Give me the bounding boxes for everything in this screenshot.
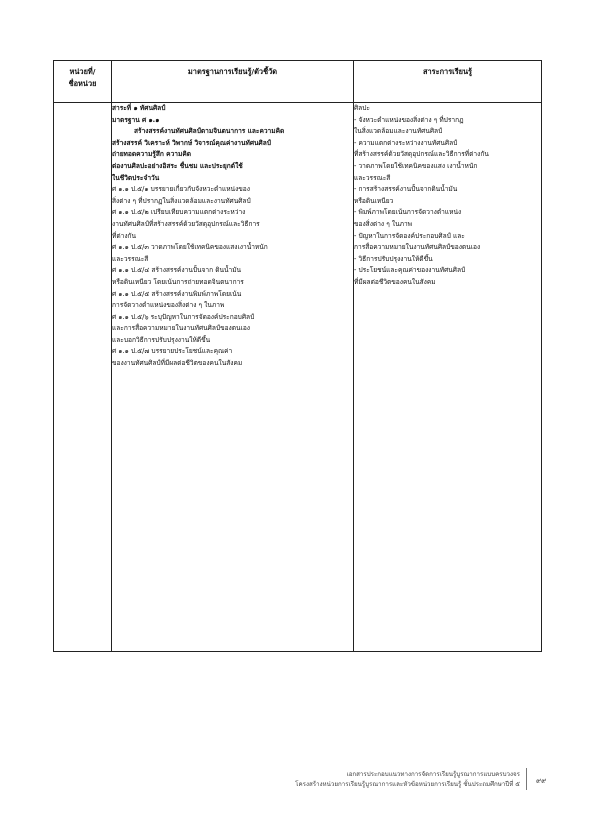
standards-line: ศ ๑.๑ ป.๕/๓ วาดภาพโดยใช้เทคนิคของแสงเงาน้ำหนัก	[112, 243, 268, 252]
content-line: ของสิ่งต่าง ๆ ในภาพ	[354, 219, 412, 228]
content-line: - ปัญหาในการจัดองค์ประกอบศิลป์ และ	[354, 231, 465, 240]
content-line: และวรรณะสี	[354, 173, 391, 182]
content-line: - พิมพ์ภาพโดยเน้นการจัดวางตำแหน่ง	[354, 208, 462, 217]
standards-line: ศ ๑.๑ ป.๕/๔ สร้างสรรค์งานปั้นจาก ดินน้ำมัน	[112, 266, 242, 275]
footer-line1: เอกสารประกอบแนวทางการจัดการเรียนรู้บูรณาการแบบครบวงจร	[346, 771, 520, 778]
standards-line: การจัดวางตำแหน่งของสิ่งต่าง ๆ ในภาพ	[112, 301, 225, 310]
standards-line: สิ่งต่าง ๆ ที่ปรากฏในสิ่งแวดล้อมและงานทัศนศิลป์	[112, 196, 251, 205]
header-unit	[54, 61, 112, 103]
page-footer	[220, 770, 520, 790]
standards-line: ศ ๑.๑ ป.๕/๗ บรรยายประโยชน์และคุณค่า	[112, 347, 233, 356]
footer-divider	[526, 768, 527, 790]
footer-line2: โครงสร้างหน่วยการเรียนรู้บูรณาการและหัวข้อหน่วยการเรียนรู้ ชั้นประถมศึกษาปีที่ ๕	[295, 781, 520, 788]
header-unit-line2: ชื่อหน่วย	[68, 79, 97, 88]
content-line: ที่สร้างสรรค์ด้วยวัสดุอุปกรณ์และวิธีการที่ต่างกัน	[354, 150, 489, 159]
standards-line: ต่องานศิลปะอย่างอิสระ ชื่นชม และประยุกต์ใช้	[112, 161, 243, 170]
standards-line: สาระที่ ๑ ทัศนศิลป์	[112, 104, 166, 112]
content-line: ศิลปะ	[354, 104, 370, 112]
standards-line: และการสื่อความหมายในงานทัศนศิลป์ของตนเอง	[112, 324, 250, 333]
standards-line: สร้างสรรค์ วิเคราะห์ วิพากษ์ วิจารณ์คุณค่างานทัศนศิลป์	[112, 138, 271, 147]
standards-line: ถ่ายทอดความรู้สึก ความคิด	[112, 150, 192, 159]
standards-line: และบอกวิธีการปรับปรุงงานให้ดีขึ้น	[112, 335, 211, 344]
curriculum-table	[53, 60, 542, 652]
header-unit-line1: หน่วยที่/	[69, 67, 96, 76]
table-body-row	[54, 103, 542, 652]
header-content: สาระการเรียนรู้	[354, 61, 542, 103]
standards-line: ในชีวิตประจำวัน	[112, 173, 160, 182]
standards-line: และวรรณะสี	[112, 254, 149, 263]
content-line: - ความแตกต่างระหว่างงานทัศนศิลป์	[354, 138, 458, 147]
content-line: - ประโยชน์และคุณค่าของงานทัศนศิลป์	[354, 266, 466, 275]
standards-line: มาตรฐาน ศ ๑.๑	[112, 115, 160, 124]
page-number: ๙๙	[536, 777, 547, 785]
standards-line: ศ ๑.๑ ป.๕/๑ บรรยายเกี่ยวกับจังหวะตำแหน่งของ	[112, 185, 250, 194]
unit-cell	[54, 103, 112, 652]
standards-line: งานทัศนศิลป์ที่สร้างสรรค์ด้วยวัสดุอุปกรณ์และวิธีการ	[112, 219, 260, 228]
content-line: - จังหวะตำแหน่งของสิ่งต่าง ๆ ที่ปรากฏ	[354, 115, 464, 124]
header-standards: มาตรฐานการเรียนรู้/ตัวชี้วัด	[112, 61, 354, 103]
standards-line: ศ ๑.๑ ป.๕/๖ ระบุปัญหาในการจัดองค์ประกอบศิลป์	[112, 312, 255, 321]
standards-line: ศ ๑.๑ ป.๕/๒ เปรียบเทียบความแตกต่างระหว่าง	[112, 208, 246, 217]
content-line: - วิธีการปรับปรุงงานให้ดีขึ้น	[354, 254, 433, 263]
standards-line: ศ ๑.๑ ป.๕/๕ สร้างสรรค์งานพิมพ์ภาพโดยเน้น	[112, 289, 242, 298]
standards-line: หรือดินเหนียว โดยเน้นการถ่ายทอดจินตนาการ	[112, 277, 244, 286]
content-line: - วาดภาพโดยใช้เทคนิคของแสง เงาน้ำหนัก	[354, 161, 478, 170]
standards-line: ของงานทัศนศิลป์ที่มีผลต่อชีวิตของคนในสังคม	[112, 359, 243, 368]
standards-line: ที่ต่างกัน	[112, 231, 137, 240]
content-line: - การสร้างสรรค์งานปั้นจากดินน้ำมัน	[354, 185, 458, 194]
standards-line: สร้างสรรค์งานทัศนศิลป์ตามจินตนาการ และความคิด	[134, 127, 285, 136]
content-line: ที่มีผลต่อชีวิตของคนในสังคม	[354, 277, 436, 286]
standards-cell	[112, 103, 354, 652]
content-line: การสื่อความหมายในงานทัศนศิลป์ของตนเอง	[354, 243, 481, 252]
content-line: หรือดินเหนียว	[354, 196, 394, 205]
content-cell	[354, 103, 542, 652]
content-line: ในสิ่งแวดล้อมและงานทัศนศิลป์	[354, 127, 443, 136]
table-header-row	[54, 61, 542, 103]
